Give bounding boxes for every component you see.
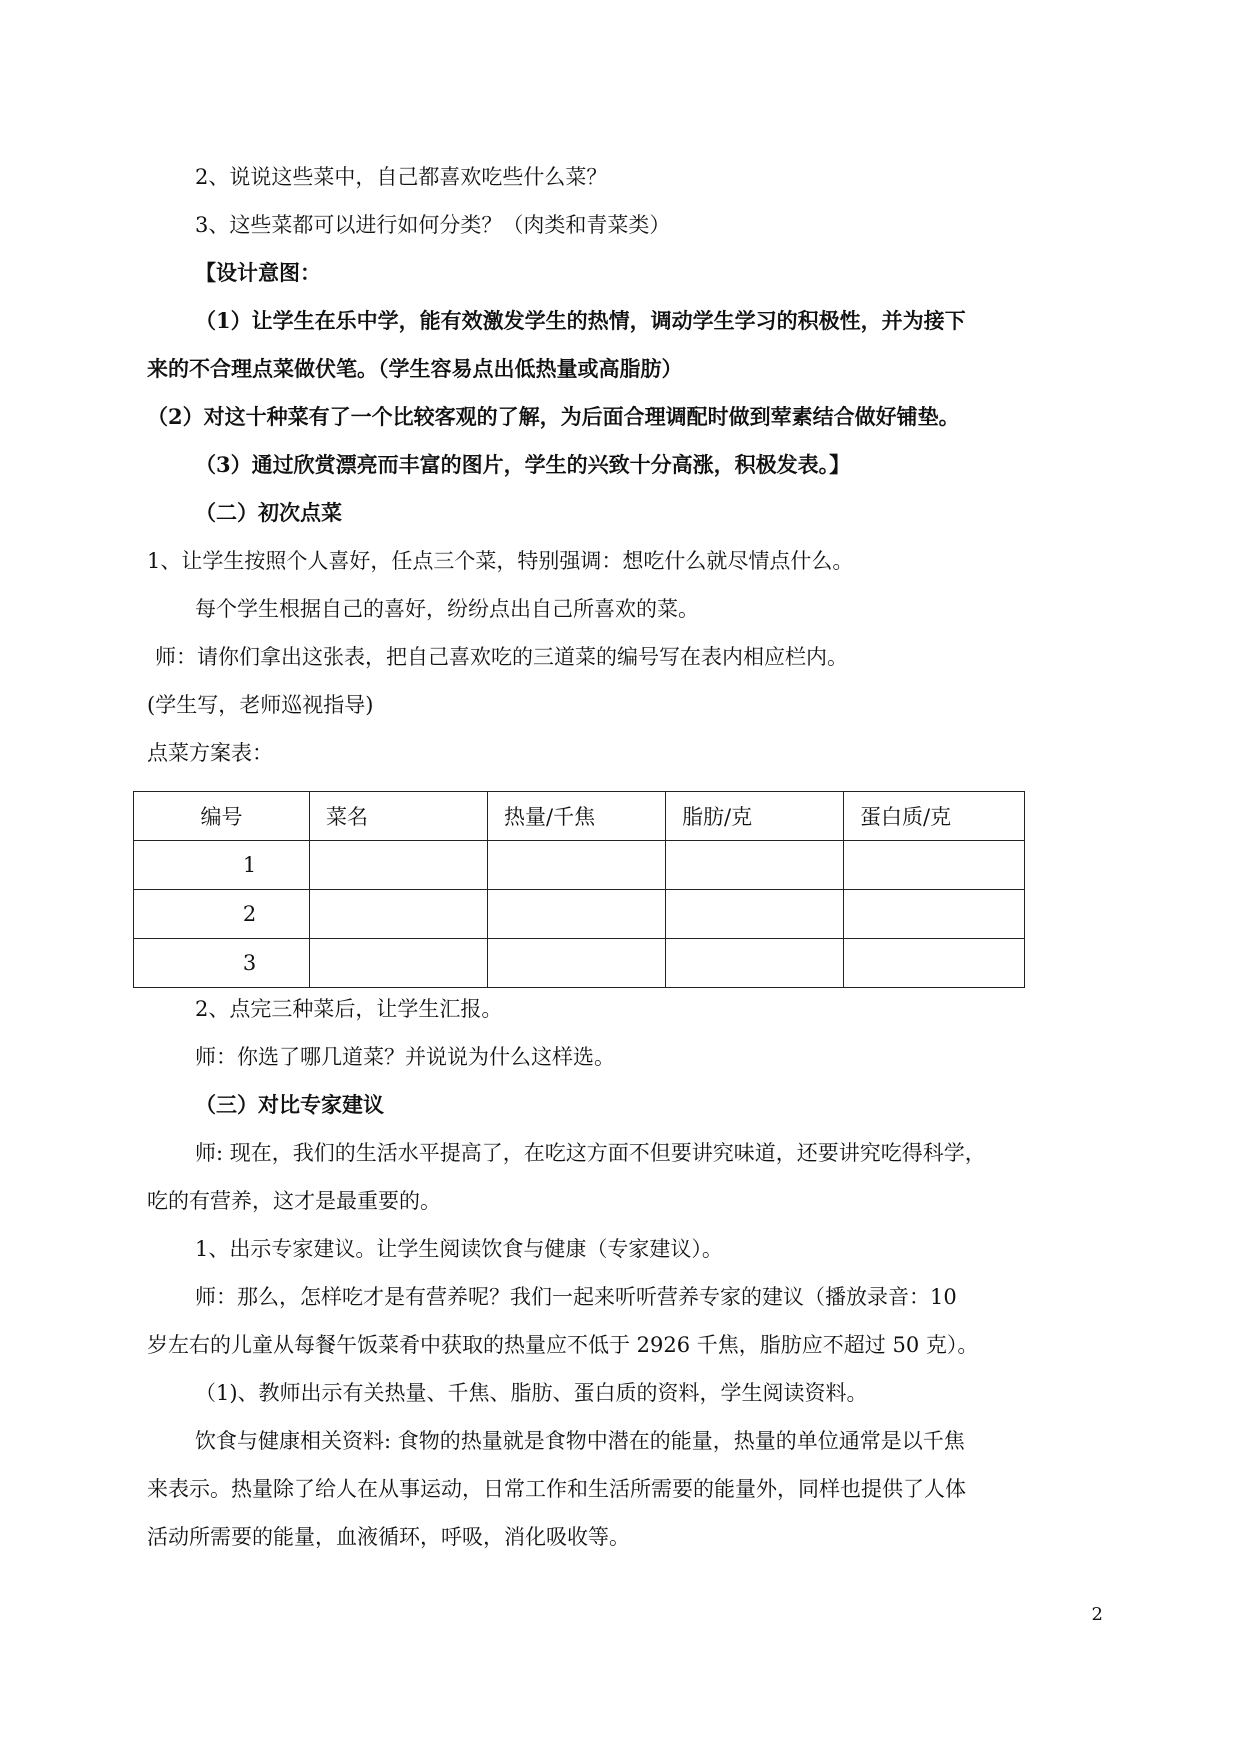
text-line: 3、这些菜都可以进行如何分类？（肉类和青菜类） (195, 213, 671, 237)
text-line: （3）通过欣赏漂亮而丰富的图片，学生的兴致十分高涨，积极发表。】 (195, 452, 851, 477)
table-row (134, 841, 1025, 890)
table-row (134, 890, 1025, 939)
text-line: 2、点完三种菜后，让学生汇报。 (195, 997, 503, 1021)
row-number: 3 (134, 939, 310, 988)
cell-dish-name (310, 890, 488, 939)
page-number: 2 (1091, 1604, 1103, 1625)
text-line: 【设计意图： (195, 260, 321, 285)
text-line: 来表示。热量除了给人在从事运动，日常工作和生活所需要的能量外，同样也提供了人体 (147, 1477, 966, 1501)
text-line: 2、说说这些菜中，自己都喜欢吃些什么菜？ (195, 165, 608, 189)
cell-fat (666, 890, 844, 939)
table-header-row (134, 792, 1025, 841)
table-row (134, 939, 1025, 988)
text-line: 来的不合理点菜做伏笔。（学生容易点出低热量或高脂肪） (147, 356, 683, 381)
cell-calories (488, 890, 666, 939)
row-number: 1 (134, 841, 310, 890)
cell-protein (844, 890, 1025, 939)
cell-dish-name (310, 841, 488, 890)
text-line: 1、让学生按照个人喜好，任点三个菜，特别强调：想吃什么就尽情点什么。 (147, 549, 854, 573)
text-line: （2）对这十种菜有了一个比较客观的了解，为后面合理调配时做到荤素结合做好铺垫。 (147, 404, 960, 429)
text-line: （1）让学生在乐中学，能有效激发学生的热情，调动学生学习的积极性，并为接下 (195, 308, 966, 333)
text-line: 岁左右的儿童从每餐午饭菜肴中获取的热量应不低于 2926 千焦，脂肪应不超过 50 克）。 (147, 1333, 979, 1357)
header-protein: 蛋白质/克 (844, 792, 1025, 841)
text-line: 师: 现在，我们的生活水平提高了，在吃这方面不但要讲究味道，还要讲究吃得科学， (195, 1141, 986, 1165)
text-line: 每个学生根据自己的喜好，纷纷点出自己所喜欢的菜。 (195, 597, 699, 621)
text-line: 师：那么，怎样吃才是有营养呢？我们一起来听听营养专家的建议（播放录音：10 (195, 1285, 957, 1309)
row-number: 2 (134, 890, 310, 939)
header-number: 编号 (134, 792, 310, 841)
text-line: 点菜方案表： (147, 741, 273, 765)
header-dish-name: 菜名 (310, 792, 488, 841)
text-line: 活动所需要的能量，血液循环，呼吸，消化吸收等。 (147, 1525, 630, 1549)
cell-dish-name (310, 939, 488, 988)
header-calories: 热量/千焦 (488, 792, 666, 841)
text-line: 吃的有营养，这才是最重要的。 (147, 1189, 441, 1213)
text-line: （1)、教师出示有关热量、千焦、脂肪、蛋白质的资料，学生阅读资料。 (195, 1381, 868, 1405)
cell-fat (666, 841, 844, 890)
text-line: 师：你选了哪几道菜？并说说为什么这样选。 (195, 1045, 615, 1069)
cell-protein (844, 939, 1025, 988)
text-line: （二）初次点菜 (195, 500, 342, 525)
text-line: （三）对比专家建议 (195, 1092, 384, 1117)
cell-calories (488, 939, 666, 988)
text-line: (学生写，老师巡视指导) (147, 693, 374, 717)
text-line: 1、出示专家建议。让学生阅读饮食与健康（专家建议）。 (195, 1237, 723, 1261)
cell-protein (844, 841, 1025, 890)
order-plan-table (133, 791, 1025, 988)
header-fat: 脂肪/克 (666, 792, 844, 841)
cell-fat (666, 939, 844, 988)
text-line: 师：请你们拿出这张表，把自己喜欢吃的三道菜的编号写在表内相应栏内。 (155, 645, 848, 669)
text-line: 饮食与健康相关资料: 食物的热量就是食物中潜在的能量，热量的单位通常是以千焦 (195, 1429, 965, 1453)
cell-calories (488, 841, 666, 890)
